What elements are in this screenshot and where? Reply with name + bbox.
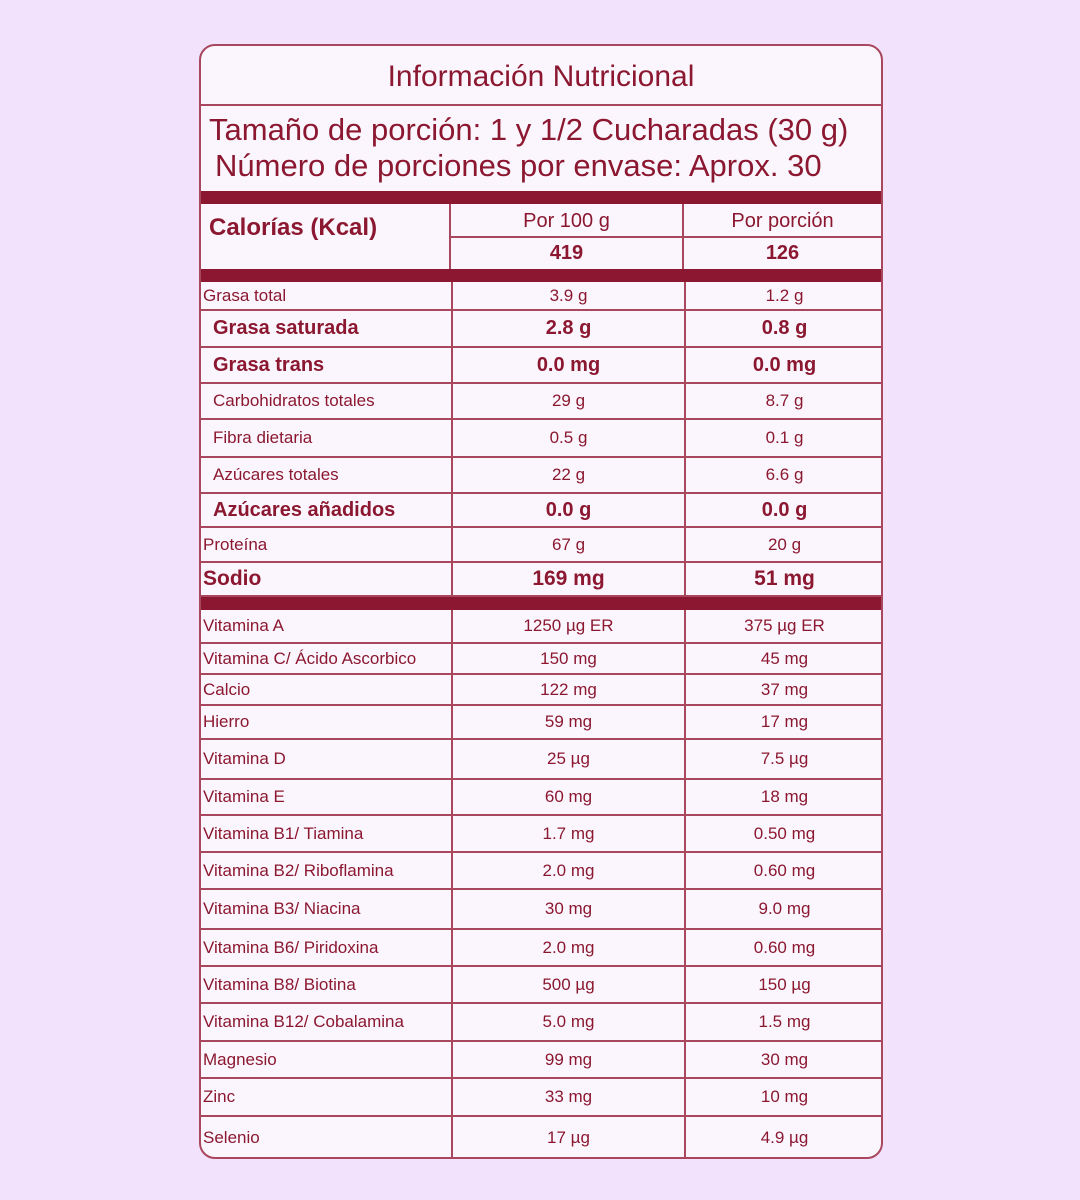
nutrient-row	[201, 528, 881, 563]
value-per-portion: 6.6 g	[684, 458, 883, 492]
calories-label: Calorías (Kcal)	[209, 214, 378, 241]
value-per-portion: 0.8 g	[684, 311, 883, 346]
vitamin-row	[201, 675, 881, 706]
nutrient-name: Selenio	[203, 1127, 260, 1147]
nutrient-name: Magnesio	[203, 1049, 277, 1069]
value-per-100g: 2.0 mg	[451, 853, 684, 888]
value-per-100g: 25 µg	[451, 740, 684, 778]
nutrient-name: Proteína	[203, 534, 268, 554]
value-per-portion: 20 g	[684, 528, 883, 561]
thick-divider	[201, 191, 881, 204]
value-per-portion: 17 mg	[684, 706, 883, 738]
nutrient-name: Grasa total	[203, 285, 287, 305]
value-per-100g: 99 mg	[451, 1042, 684, 1077]
nutrient-row	[201, 348, 881, 384]
value-per-portion: 1.2 g	[684, 282, 883, 309]
nutrient-row	[201, 563, 881, 597]
value-per-portion: 0.0 g	[684, 494, 883, 526]
vitamin-row	[201, 816, 881, 853]
nutrient-name: Zinc	[203, 1087, 236, 1106]
thick-divider	[201, 269, 881, 282]
value-per-portion: 30 mg	[684, 1042, 883, 1077]
vitamin-row	[201, 890, 881, 930]
value-per-100g: 1.7 mg	[451, 816, 684, 851]
nutrient-row	[201, 494, 881, 528]
nutrient-name: Vitamina B3/ Niacina	[203, 899, 361, 918]
nutrient-name: Vitamina B8/ Biotina	[203, 974, 356, 994]
nutrient-name: Sodio	[203, 567, 262, 590]
vitamin-row	[201, 930, 881, 967]
value-per-100g: 17 µg	[451, 1117, 684, 1158]
nutrient-name: Grasa trans	[213, 353, 325, 376]
value-per-100g: 0.0 mg	[451, 348, 684, 382]
value-per-100g: 33 mg	[451, 1079, 684, 1115]
nutrient-name: Calcio	[203, 679, 251, 699]
vitamin-row	[201, 610, 881, 644]
value-per-portion: 18 mg	[684, 780, 883, 814]
nutrient-name: Vitamina C/ Ácido Ascorbico	[203, 648, 417, 668]
servings-per-container: Número de porciones por envase: Aprox. 30	[215, 148, 822, 183]
thick-divider	[201, 597, 881, 610]
value-per-portion: 7.5 µg	[684, 740, 883, 778]
nutrient-name: Vitamina B1/ Tiamina	[203, 823, 364, 843]
vitamin-row	[201, 1004, 881, 1042]
nutrient-name: Vitamina E	[203, 787, 285, 806]
nutrient-name: Vitamina B2/ Riboflamina	[203, 860, 394, 880]
value-per-100g: 22 g	[451, 458, 684, 492]
value-per-portion: 37 mg	[684, 675, 883, 704]
value-per-100g: 60 mg	[451, 780, 684, 814]
vitamin-row	[201, 706, 881, 740]
nutrient-name: Vitamina A	[203, 616, 284, 635]
nutrient-name: Hierro	[203, 712, 250, 731]
value-per-portion: 8.7 g	[684, 384, 883, 418]
vitamin-row	[201, 853, 881, 890]
value-per-portion: 0.60 mg	[684, 930, 883, 965]
value-per-portion: 0.60 mg	[684, 853, 883, 888]
value-per-100g: 59 mg	[451, 706, 684, 738]
value-per-portion: 1.5 mg	[684, 1004, 883, 1040]
value-per-portion: 4.9 µg	[684, 1117, 883, 1158]
value-per-portion: 150 µg	[684, 967, 883, 1002]
value-per-100g: 150 mg	[451, 644, 684, 673]
vitamin-row	[201, 967, 881, 1004]
nutrient-name: Grasa saturada	[213, 317, 359, 339]
value-per-100g: 169 mg	[451, 563, 684, 595]
label-title: Información Nutricional	[201, 46, 881, 106]
serving-size: Tamaño de porción: 1 y 1/2 Cucharadas (30 g)	[209, 112, 849, 147]
value-per-100g: 30 mg	[451, 890, 684, 928]
value-per-100g: 0.0 g	[451, 494, 684, 526]
value-per-portion: 51 mg	[684, 563, 883, 595]
value-per-portion: 0.0 mg	[684, 348, 883, 382]
nutrient-row	[201, 282, 881, 311]
value-per-100g: 2.8 g	[451, 311, 684, 346]
nutrient-row	[201, 420, 881, 458]
value-per-100g: 29 g	[451, 384, 684, 418]
value-per-portion: 0.50 mg	[684, 816, 883, 851]
vitamin-row	[201, 1079, 881, 1117]
header-per-portion: Por porción	[731, 210, 834, 232]
calories-per-portion: 126	[765, 242, 800, 264]
nutrient-name: Vitamina D	[203, 749, 286, 768]
divider	[451, 236, 881, 238]
vitamin-row	[201, 1042, 881, 1079]
serving-info	[209, 112, 848, 184]
value-per-portion: 10 mg	[684, 1079, 883, 1115]
value-per-100g: 500 µg	[451, 967, 684, 1002]
value-per-100g: 5.0 mg	[451, 1004, 684, 1040]
header-per-100g: Por 100 g	[523, 210, 610, 232]
nutrient-name: Azúcares totales	[213, 465, 339, 484]
nutrition-facts-label	[199, 44, 883, 1159]
nutrient-name: Vitamina B12/ Cobalamina	[203, 1012, 404, 1031]
nutrient-name: Carbohidratos totales	[213, 391, 375, 410]
nutrient-name: Vitamina B6/ Piridoxina	[203, 937, 379, 957]
vitamin-row	[201, 740, 881, 780]
value-per-portion: 375 µg ER	[684, 610, 883, 642]
value-per-portion: 9.0 mg	[684, 890, 883, 928]
nutrient-name: Fibra dietaria	[213, 428, 313, 447]
nutrient-name: Azúcares añadidos	[213, 498, 396, 521]
vitamin-row	[201, 644, 881, 675]
vitamin-row	[201, 780, 881, 816]
value-per-100g: 3.9 g	[451, 282, 684, 309]
calories-per-100g: 419	[549, 242, 584, 264]
value-per-100g: 1250 µg ER	[451, 610, 684, 642]
vitamin-row	[201, 1117, 881, 1158]
value-per-100g: 122 mg	[451, 675, 684, 704]
nutrient-row	[201, 384, 881, 420]
value-per-portion: 45 mg	[684, 644, 883, 673]
nutrient-row	[201, 458, 881, 494]
nutrient-row	[201, 311, 881, 348]
value-per-100g: 67 g	[451, 528, 684, 561]
value-per-100g: 0.5 g	[451, 420, 684, 456]
value-per-100g: 2.0 mg	[451, 930, 684, 965]
value-per-portion: 0.1 g	[684, 420, 883, 456]
